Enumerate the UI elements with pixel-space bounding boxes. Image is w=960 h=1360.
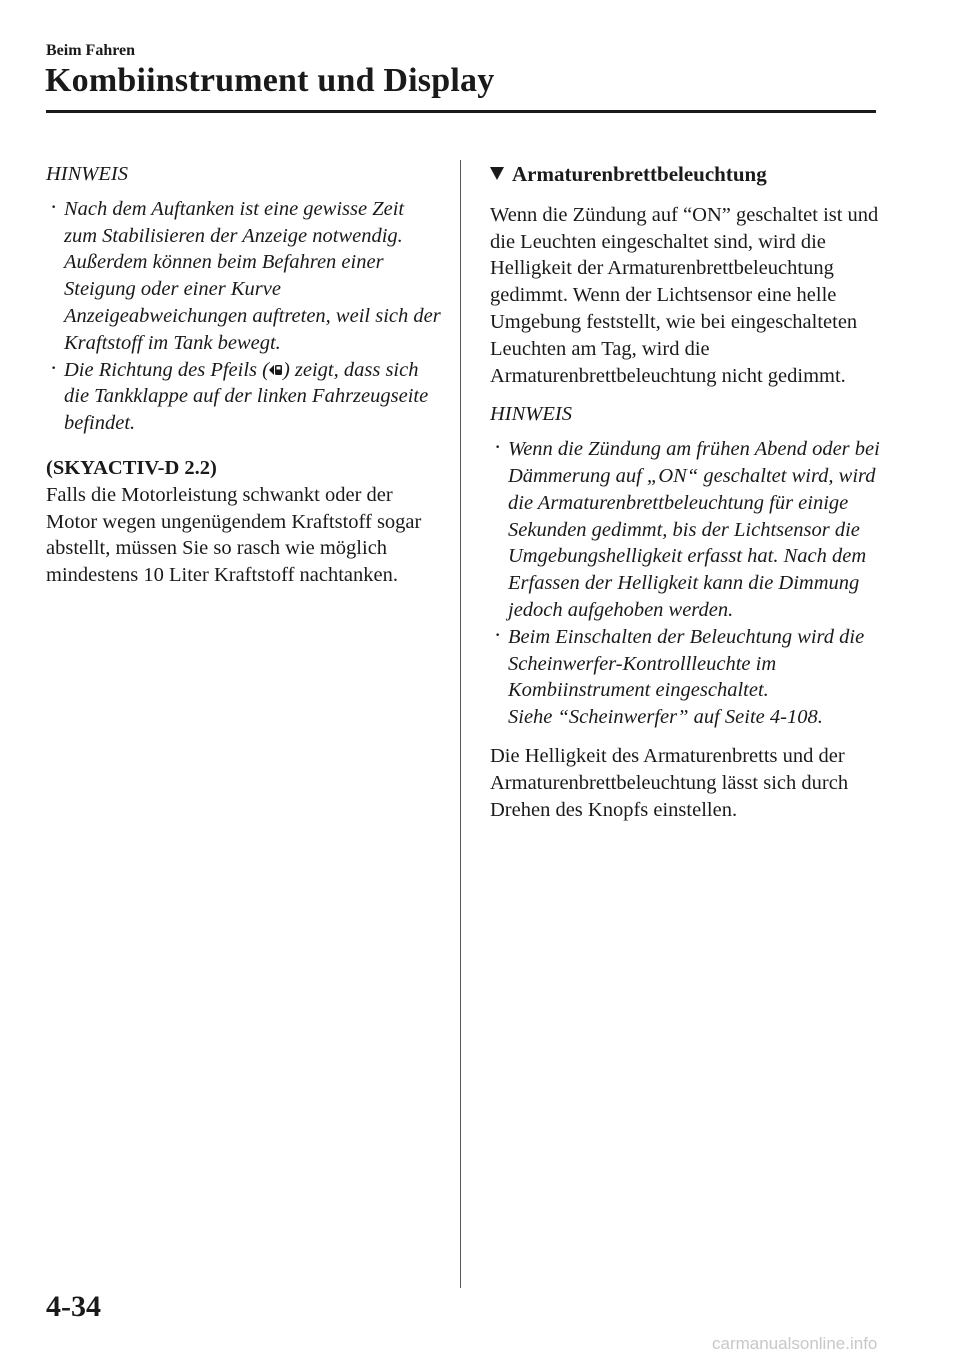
- watermark: carmanualsonline.info: [712, 1334, 878, 1353]
- fuel-refill-paragraph: Falls die Motorleistung schwankt oder der Motor wegen ungenügendem Kraftstoff sogar abstellt, müssen Sie so rasch wie möglich mindestens 10 Liter Kraftstoff nachtanken.: [46, 483, 422, 587]
- right-column: [490, 161, 885, 823]
- note-text: Beim Einschalten der Beleuchtung wird die Scheinwerfer-Kontrollleuchte im Kombiinstrument eingeschaltet.: [508, 625, 865, 702]
- triangle-marker-icon: [490, 167, 504, 180]
- left-column: [46, 161, 442, 589]
- note-label: HINWEIS: [46, 163, 128, 185]
- fuel-door-arrow-icon: [269, 362, 283, 378]
- title-rule: [46, 110, 876, 113]
- section-heading-text: Armaturenbrettbeleuchtung: [512, 162, 767, 186]
- column-divider: [460, 160, 461, 1288]
- cross-reference: Siehe “Scheinwerfer” auf Seite 4-108.: [508, 706, 823, 729]
- brightness-paragraph: Die Helligkeit des Armaturenbretts und der Armaturenbrettbeleuchtung lässt sich durch Drehen des Knopfs einstellen.: [490, 744, 849, 821]
- note-text: ) zeigt, dass sich die Tankklappe auf der linken Fahrzeugseite befindet.: [64, 358, 429, 435]
- section-label: Beim Fahren: [46, 42, 136, 59]
- note-list: [46, 196, 442, 437]
- note-item: [46, 357, 442, 437]
- note-list: [490, 436, 885, 731]
- note-text: Die Richtung des Pfeils (: [64, 358, 269, 381]
- note-item: [490, 624, 885, 731]
- note-item: · Wenn die Zündung am frühen Abend oder bei Dämmerung auf „ON“ geschaltet wird, wird die Armaturenbrettbeleuchtung für einige Sekunden gedimmt, bis der Lichtsensor die Umgebungshelligkeit erfasst hat. Nach dem Erfassen der Helligkeit kann die Dimmung jedoch aufgehoben werden.: [490, 436, 885, 624]
- note-label: HINWEIS: [490, 403, 572, 426]
- dimming-paragraph: Wenn die Zündung auf “ON” geschaltet ist und die Leuchten eingeschaltet sind, wird die Helligkeit der Armaturenbrettbeleuchtung gedimmt. Wenn der Lichtsensor eine helle Umgebung feststellt, wie bei eingeschalteten Leuchten am Tag, wird die Armaturenbrettbeleuchtung nicht gedimmt.: [490, 203, 879, 387]
- page-number: 4-34: [46, 1290, 101, 1323]
- engine-variant-heading: (SKYACTIV-D 2.2): [46, 456, 217, 479]
- section-heading: [490, 161, 885, 188]
- note-item: · Nach dem Auftanken ist eine gewisse Zeit zum Stabilisieren der Anzeige notwendig. Außerdem können beim Befahren einer Steigung oder einer Kurve Anzeigeabweichungen auftreten, weil sich der Kraftstoff im Tank bewegt.: [46, 196, 442, 357]
- page-title: Kombiinstrument und Display: [45, 62, 495, 99]
